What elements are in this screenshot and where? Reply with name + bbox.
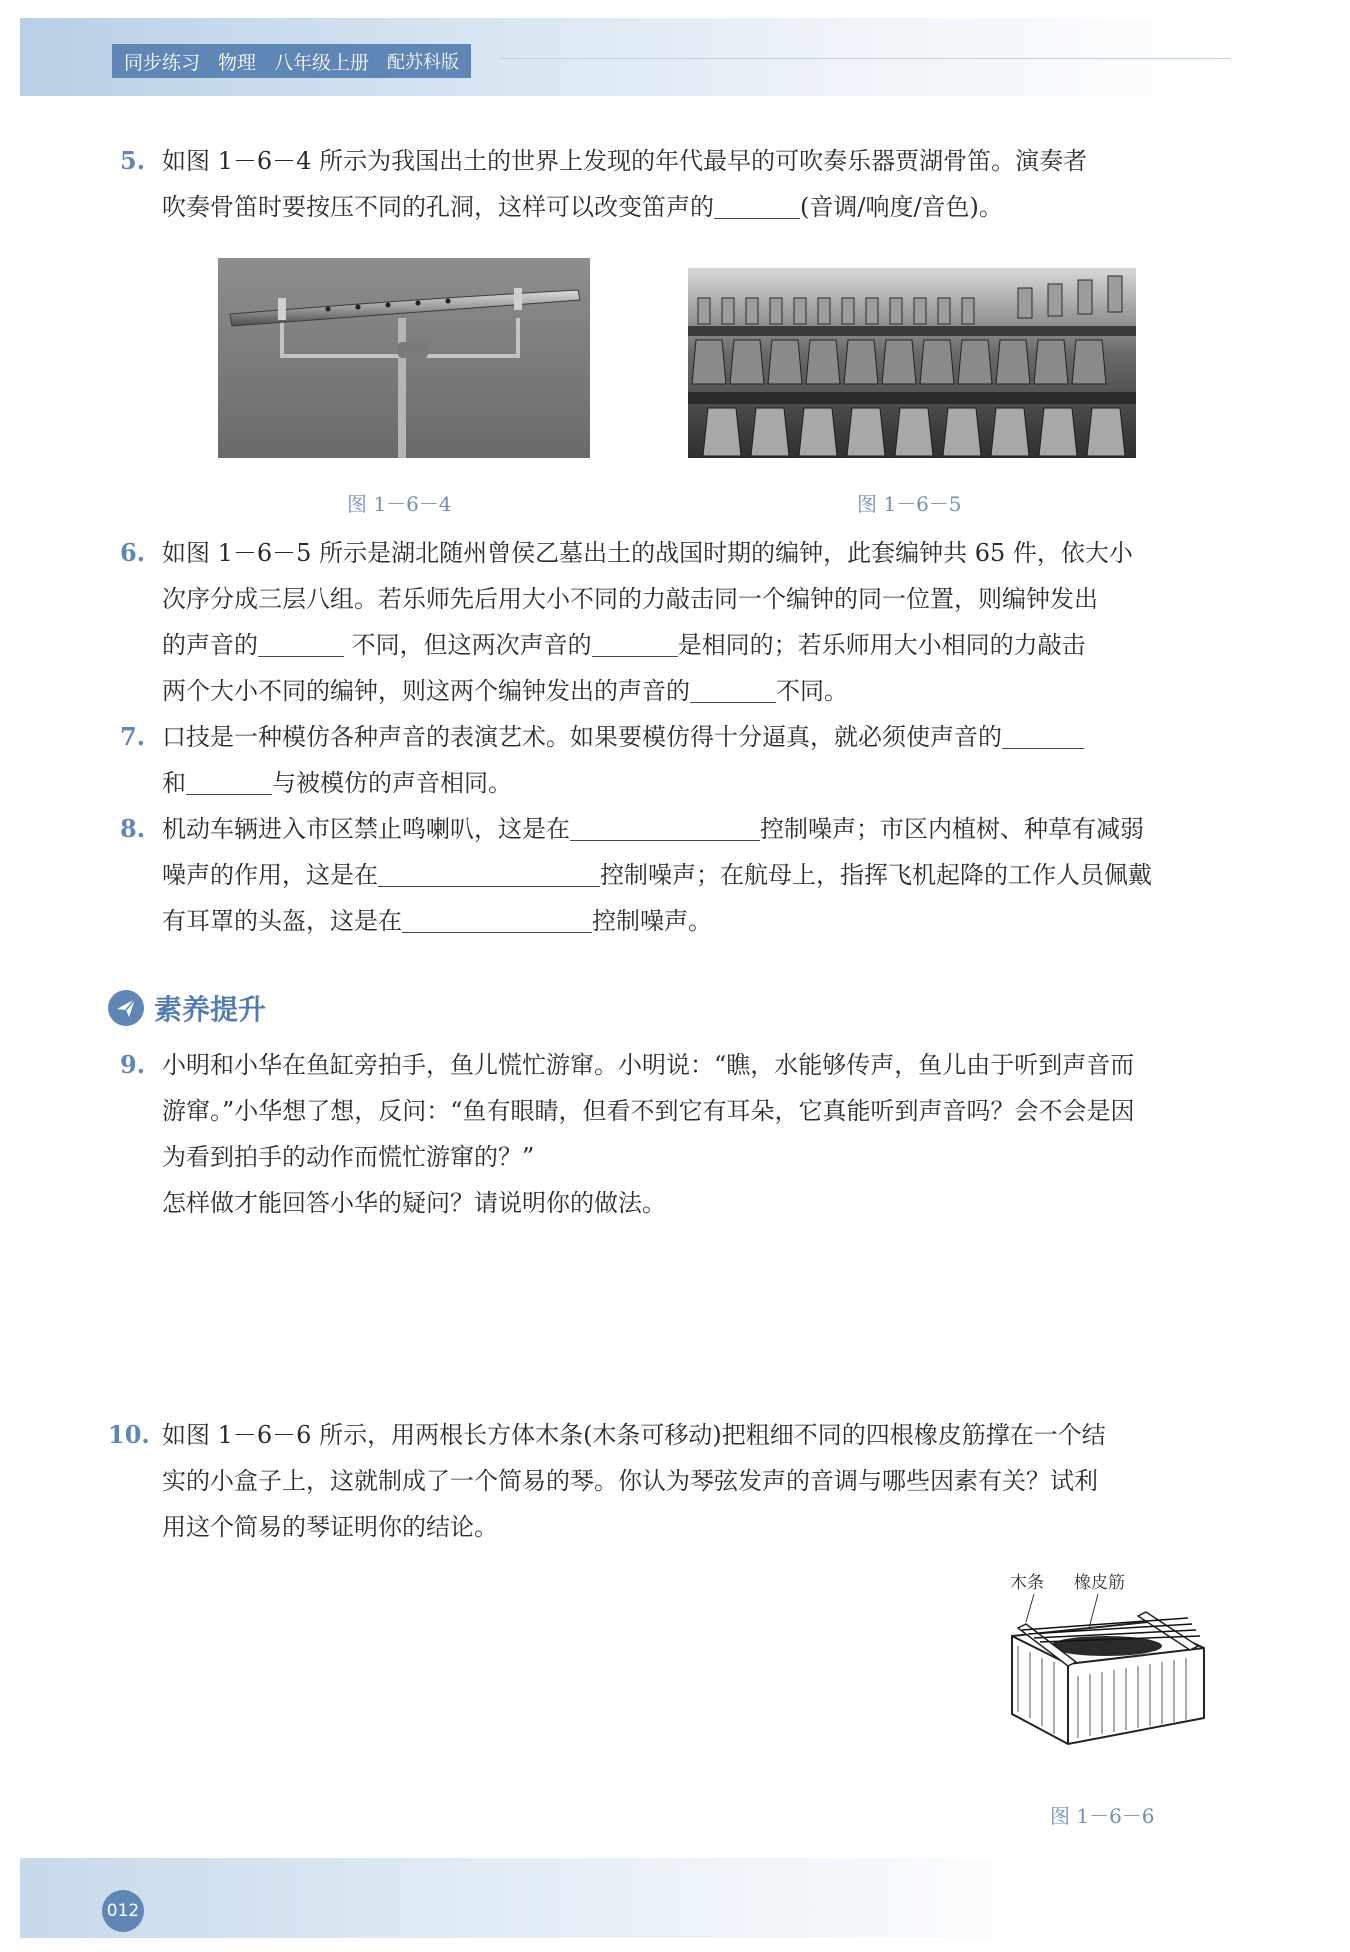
answer-blank[interactable] [592, 626, 678, 657]
question-line: 和 与被模仿的声音相同。 [162, 760, 1230, 806]
question-10 [108, 1412, 1230, 1550]
question-line: 如图 1－6－5 所示是湖北随州曾侯乙墓出土的战国时期的编钟，此套编钟共 65 件，依大小 [162, 539, 1133, 567]
page-number: 012 [102, 1890, 144, 1932]
question-9 [120, 1042, 1230, 1226]
simple-zither-diagram [998, 1566, 1218, 1788]
section-title: 素养提升 [154, 993, 267, 1026]
answer-blank[interactable] [378, 856, 600, 887]
figure-caption: 图 1－6－4 [347, 492, 452, 516]
footer-band [20, 1858, 1250, 1938]
question-5 [120, 138, 1230, 230]
chime-bells-photo [688, 268, 1136, 458]
question-line: 用这个简易的琴证明你的结论。 [162, 1513, 498, 1541]
question-line: 吹奏骨笛时要按压不同的孔洞，这样可以改变笛声的 (音调/响度/音色)。 [162, 184, 1230, 230]
header-series: 同步练习 [124, 51, 201, 74]
header-edition: 配苏科版 [387, 52, 460, 73]
header-rule [500, 58, 1230, 59]
question-7 [120, 714, 1230, 806]
question-line: 为看到拍手的动作而慌忙游窜的？” [162, 1143, 535, 1171]
figure-caption: 图 1－6－5 [857, 492, 962, 516]
paper-plane-icon [108, 990, 144, 1026]
question-line: 次序分成三层八组。若乐师先后用大小不同的力敲击同一个编钟的同一位置，则编钟发出 [162, 585, 1098, 613]
question-line: 噪声的作用，这是在 控制噪声；在航母上，指挥飞机起降的工作人员佩戴 [162, 852, 1230, 898]
question-line: 如图 1－6－6 所示，用两根长方体木条(木条可移动)把粗细不同的四根橡皮筋撑在一个结 [162, 1421, 1106, 1449]
figure-caption: 图 1－6－6 [1050, 1804, 1155, 1828]
answer-blank[interactable] [714, 188, 800, 219]
question-number: 10. [108, 1420, 150, 1449]
question-8 [120, 806, 1230, 944]
question-line: 游窜。”小华想了想，反问：“鱼有眼睛，但看不到它有耳朵，它真能听到声音吗？会不会是因 [162, 1097, 1135, 1125]
question-line: 实的小盒子上，这就制成了一个简易的琴。你认为琴弦发声的音调与哪些因素有关？试利 [162, 1467, 1098, 1495]
question-line: 两个大小不同的编钟，则这两个编钟发出的声音的 不同。 [162, 668, 1230, 714]
question-line: 小明和小华在鱼缸旁拍手，鱼儿慌忙游窜。小明说：“瞧，水能够传声，鱼儿由于听到声音而 [162, 1051, 1135, 1079]
section-heading [108, 988, 266, 1028]
answer-blank[interactable] [570, 810, 760, 841]
question-line: 怎样做才能回答小华的疑问？请说明你的做法。 [162, 1189, 666, 1217]
question-line: 的声音的 不同，但这两次声音的 是相同的；若乐师用大小相同的力敲击 [162, 622, 1230, 668]
question-line: 如图 1－6－4 所示为我国出土的世界上发现的年代最早的可吹奏乐器贾湖骨笛。演奏者 [162, 147, 1088, 175]
question-line: 口技是一种模仿各种声音的表演艺术。如果要模仿得十分逼真，就必须使声音的 [162, 714, 1230, 760]
question-line: 有耳罩的头盔，这是在 控制噪声。 [162, 898, 1230, 944]
label-rubber-band: 橡皮筋 [1074, 1573, 1125, 1593]
question-6 [120, 530, 1230, 714]
header-subject: 物理 [218, 51, 257, 74]
answer-blank[interactable] [402, 902, 592, 933]
question-number: 6. [120, 538, 146, 567]
bone-flute-photo [218, 258, 590, 458]
answer-blank[interactable] [690, 672, 776, 703]
answer-blank[interactable] [1002, 718, 1084, 749]
label-wood-strip: 木条 [1010, 1573, 1044, 1593]
question-number: 9. [120, 1050, 146, 1079]
question-number: 7. [120, 722, 146, 751]
running-header [112, 44, 471, 78]
question-number: 5. [120, 146, 146, 175]
answer-blank[interactable] [186, 764, 272, 795]
question-line: 机动车辆进入市区禁止鸣喇叭，这是在 控制噪声；市区内植树、种草有减弱 [162, 806, 1230, 852]
header-grade: 八年级上册 [274, 51, 370, 74]
question-number: 8. [120, 814, 146, 843]
answer-blank[interactable] [258, 626, 344, 657]
